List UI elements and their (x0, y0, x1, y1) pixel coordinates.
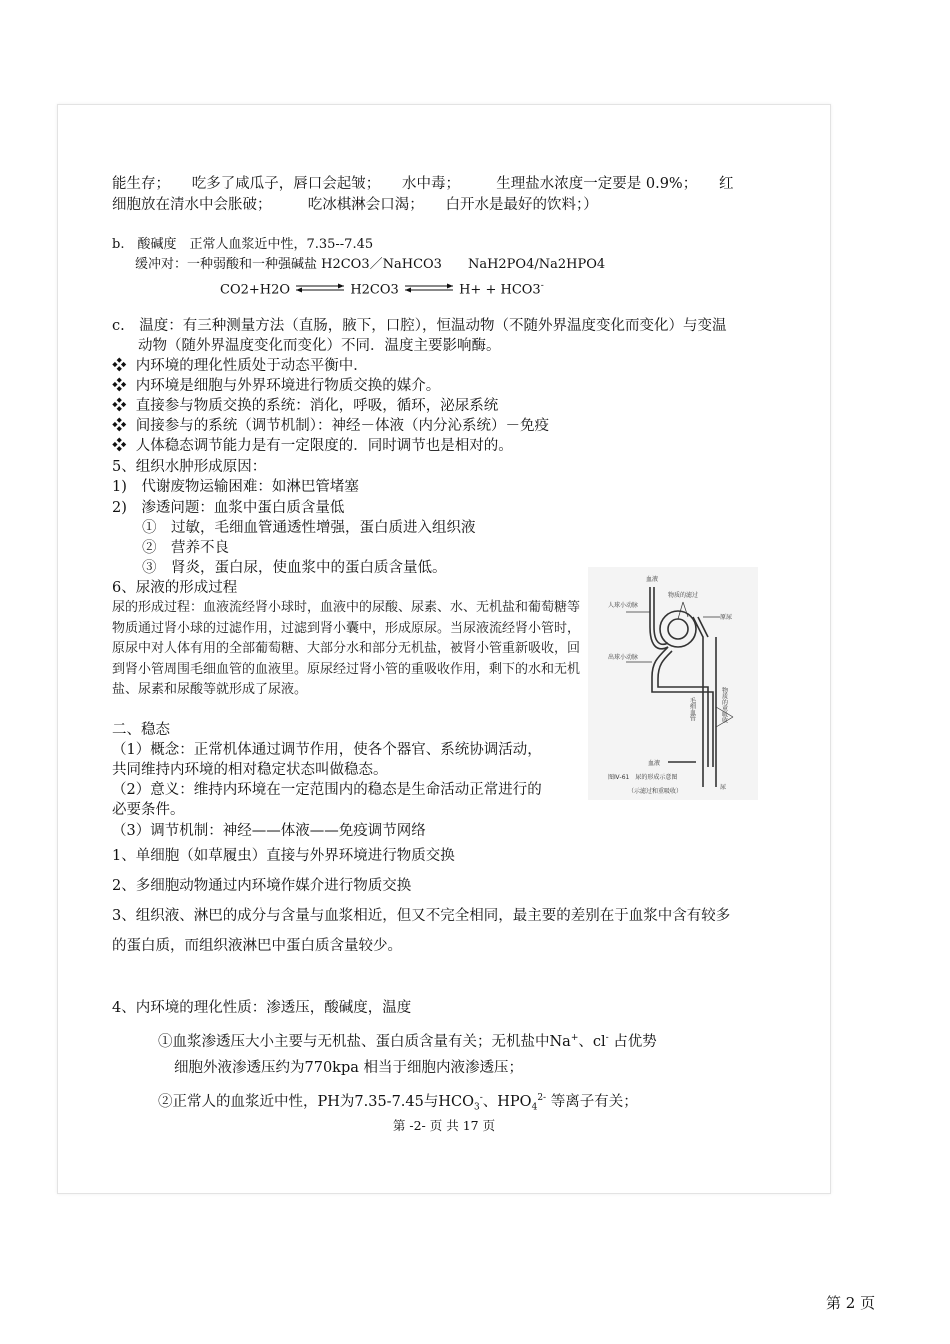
text-line: （3）调节机制：神经——体液——免疫调节网络 (112, 823, 426, 839)
figure-label: 尿 (720, 784, 727, 791)
text-line: 2、多细胞动物通过内环境作媒介进行物质交换 (112, 878, 412, 894)
text-line (158, 1089, 638, 1117)
eq-term: H2CO3 (350, 282, 399, 298)
bullet-text: 人体稳态调节能力是有一定限度的．同时调节也是相对的。 (135, 438, 513, 454)
text-line: 的蛋白质，而组织液淋巴中蛋白质含量较少。 (112, 938, 402, 954)
bullet-text: 直接参与物质交换的系统：消化，呼吸，循环，泌尿系统 (135, 398, 499, 414)
eq-term: CO2+H2O (220, 282, 291, 298)
figure-label: 血液 (646, 576, 659, 583)
text: 、cl (578, 1033, 606, 1050)
equilibrium-arrow-icon (294, 281, 346, 299)
text-line: 动物（随外界温度变化而变化）不同．温度主要影响酶。 (138, 338, 501, 354)
text: 等离子有关； (546, 1093, 638, 1110)
bullet-item (112, 397, 498, 415)
diamond-bullet-icon: ❖ (112, 418, 127, 434)
text-line: 细胞放在清水中会胀破； 吃冰棋淋会口渴； 白开水是最好的饮料；） (112, 197, 598, 213)
section-heading: 5、组织水肿形成原因： (112, 459, 267, 475)
text-line: 3、组织液、淋巴的成分与含量与血浆相近，但又不完全相同，最主要的差别在于血浆中含有较多 (112, 908, 731, 924)
text-line: 必要条件。 (112, 802, 185, 818)
text-line: （2）意义：维持内环境在一定范围内的稳态是生命活动正常进行的 (112, 782, 542, 798)
page-footer: 第 -2- 页 共 17 页 (392, 1118, 496, 1133)
text-line: c. 温度：有三种测量方法（直肠，腋下，口腔），恒温动物（不随外界温度变化而变化）与变温 (112, 318, 727, 334)
bullet-text: 间接参与的系统（调节机制）：神经－体液（内分沁系统）－免疫 (135, 418, 549, 434)
figure-label: 物质的滤过 (668, 592, 699, 599)
text-line: 4、内环境的理化性质：渗透压，酸碱度，温度 (112, 1000, 412, 1016)
text: ①血浆渗透压大小主要与无机盐、蛋白质含量有关；无机盐中Na (158, 1033, 571, 1050)
urine-formation-figure (588, 567, 758, 800)
text: ②正常人的血浆近中性，PH为7.35-7.45与HCO (158, 1093, 474, 1110)
text-line: ③ 肾炎，蛋白尿，使血浆中的蛋白质含量低。 (142, 560, 447, 576)
diamond-bullet-icon: ❖ (112, 438, 127, 454)
text-line: 共同维持内环境的相对稳定状态叫做稳态。 (112, 762, 388, 778)
section-heading: 6、尿液的形成过程 (112, 580, 238, 596)
equation (220, 277, 544, 299)
text: 、HPO (482, 1093, 532, 1110)
text-line: 缓冲对：一种弱酸和一种强碱盐 H2CO3／NaHCO3 NaH2PO4/Na2HPO4 (135, 257, 606, 272)
subscript: 3 (474, 1102, 480, 1113)
figure-label: 出球小动脉 (608, 654, 639, 661)
bullet-item (112, 437, 513, 455)
text: 占优势 (608, 1033, 657, 1050)
subscript: 4 (531, 1102, 538, 1113)
bullet-item (112, 377, 440, 395)
text-line: b. 酸碱度 正常人血浆近中性，7.35--7.45 (112, 237, 374, 252)
superscript: - (540, 281, 544, 291)
superscript: + (570, 1033, 579, 1043)
page-number: 第 2 页 (826, 1294, 876, 1312)
figure-subcaption: （示滤过和重吸收） (628, 788, 683, 795)
text-line (158, 1029, 657, 1051)
superscript: 2- (537, 1093, 547, 1103)
figure-caption: 图Ⅳ-61 尿的形成示意图 (608, 774, 678, 781)
figure-label: 人球小动脉 (608, 602, 639, 609)
urine-paragraph: 尿的形成过程：血液流经肾小球时，血液中的尿酸、尿素、水、无机盐和葡萄糖等物质通过肾小球的过滤作用，过滤到肾小囊中，形成原尿。当尿液流经肾小管时，原尿中对人体有用的全部葡萄糖、大部分水和部分无机盐，被肾小管重新吸收，回到肾小管周围毛细血管的血液里。原尿经过肾小管的重吸收作用，剩下的水和无机盐、尿素和尿酸等就形成了尿液。 (112, 600, 581, 697)
text-line: ① 过敏，毛细血管通透性增强，蛋白质进入组织液 (142, 520, 476, 536)
superscript: - (479, 1093, 483, 1103)
text-line: 细胞外液渗透压约为770kpa 相当于细胞内液渗透压； (174, 1060, 523, 1076)
equilibrium-arrow-icon (403, 281, 455, 299)
text-line: 1、单细胞（如草履虫）直接与外界环境进行物质交换 (112, 848, 455, 864)
superscript: - (605, 1033, 609, 1043)
diamond-bullet-icon: ❖ (112, 378, 127, 394)
bullet-item (112, 417, 549, 435)
diamond-bullet-icon: ❖ (112, 398, 127, 414)
figure-label: 血液 (648, 760, 661, 767)
figure-label: 物质的重吸收 (720, 687, 728, 723)
eq-term: H+ + HCO3 (459, 282, 541, 298)
text-line: ② 营养不良 (142, 540, 229, 556)
figure-label: 原尿 (720, 614, 733, 621)
text-line: 能生存； 吃多了咸瓜子，唇口会起皱； 水中毒； 生理盐水浓度一定要是 0.9%； 红 (112, 176, 734, 192)
diamond-bullet-icon: ❖ (112, 358, 127, 374)
section-heading: 二、稳态 (112, 722, 170, 738)
text-line: 2) 渗透问题：血浆中蛋白质含量低 (112, 500, 345, 516)
bullet-text: 内环境的理化性质处于动态平衡中． (135, 358, 368, 374)
text-line: 1) 代谢废物运输困难：如淋巴管堵塞 (112, 479, 359, 495)
text-line: （1）概念：正常机体通过调节作用，使各个器官、系统协调活动， (112, 742, 542, 758)
bullet-item (112, 357, 368, 375)
figure-label: 毛细血管 (688, 697, 696, 721)
bullet-text: 内环境是细胞与外界环境进行物质交换的媒介。 (135, 378, 441, 394)
